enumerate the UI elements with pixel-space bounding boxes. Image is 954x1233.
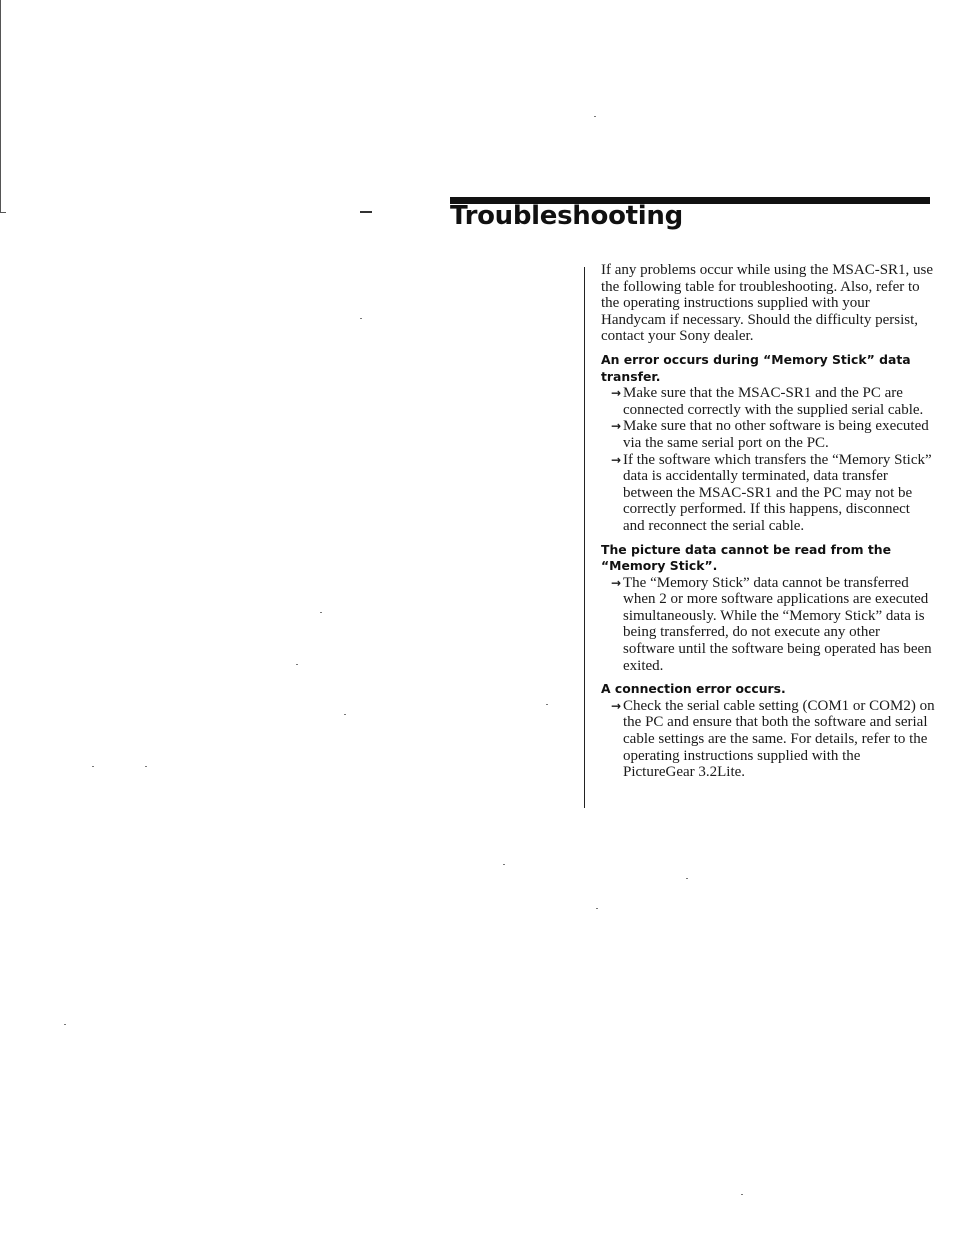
- section-heading: An error occurs during “Memory Stick” data transfer.: [601, 351, 911, 384]
- section-connection-error: [601, 681, 935, 781]
- remedy-list: [601, 698, 935, 781]
- remedy-list: [601, 385, 935, 534]
- column-rule: [584, 267, 585, 808]
- remedy-text: The “Memory Stick” data cannot be transferred when 2 or more software applications are executed simultaneously. While the “Memory Stick” data is being transferred, do not execute any other software until the software being operated has been exited.: [623, 574, 932, 674]
- remedy-text: Make sure that the MSAC-SR1 and the PC are connected correctly with the supplied serial cable.: [623, 385, 924, 418]
- section-picture-data-unreadable: [601, 542, 935, 675]
- remedy-item: [601, 418, 935, 451]
- scan-speck: [92, 766, 94, 767]
- scan-speck: [546, 704, 548, 705]
- scan-speck: [596, 908, 598, 909]
- scan-speck: [320, 612, 322, 613]
- section-heading: The picture data cannot be read from the “Memory Stick”.: [601, 541, 891, 574]
- section-heading: A connection error occurs.: [601, 681, 786, 697]
- scan-speck: [686, 878, 688, 879]
- scan-speck: [741, 1194, 743, 1195]
- remedy-item: [601, 385, 935, 418]
- scan-mark: [360, 211, 372, 213]
- remedy-item: [601, 452, 935, 535]
- scan-speck: [594, 116, 596, 117]
- remedy-text: Check the serial cable setting (COM1 or COM2) on the PC and ensure that both the software and serial cable settings are the same. For details, refer to the operating instructions supplied with the PictureGear 3.2Lite.: [623, 697, 935, 781]
- section-memory-stick-transfer-error: [601, 352, 935, 535]
- remedy-item: [601, 575, 935, 675]
- arrow-right-icon: →: [611, 452, 622, 467]
- page-title: Troubleshooting: [450, 201, 683, 231]
- scan-speck: [503, 864, 505, 865]
- scan-speck: [344, 714, 346, 715]
- remedy-item: [601, 698, 935, 781]
- scan-speck: [64, 1024, 66, 1025]
- remedy-text: If the software which transfers the “Memory Stick” data is accidentally terminated, data transfer between the MSAC-SR1 and the PC may not be correctly performed. If this happens, disconnect and reconnect the serial cable.: [623, 451, 932, 534]
- remedy-text: Make sure that no other software is being executed via the same serial port on the PC.: [623, 418, 929, 451]
- arrow-right-icon: →: [611, 386, 622, 401]
- scan-speck: [145, 766, 147, 767]
- arrow-right-icon: →: [611, 575, 622, 590]
- scan-edge-line: [0, 0, 1, 212]
- scan-speck: [296, 664, 298, 665]
- intro-paragraph: If any problems occur while using the MSAC-SR1, use the following table for troubleshooting. Also, refer to the operating instructions supplied with your Handycam if necessary. Should the difficulty persist, contact your Sony dealer.: [601, 262, 934, 345]
- remedy-list: [601, 575, 935, 675]
- scan-edge-tick: [0, 212, 6, 213]
- scan-speck: [360, 318, 362, 319]
- arrow-right-icon: →: [611, 419, 622, 434]
- arrow-right-icon: →: [611, 698, 622, 713]
- troubleshooting-content: [601, 262, 935, 781]
